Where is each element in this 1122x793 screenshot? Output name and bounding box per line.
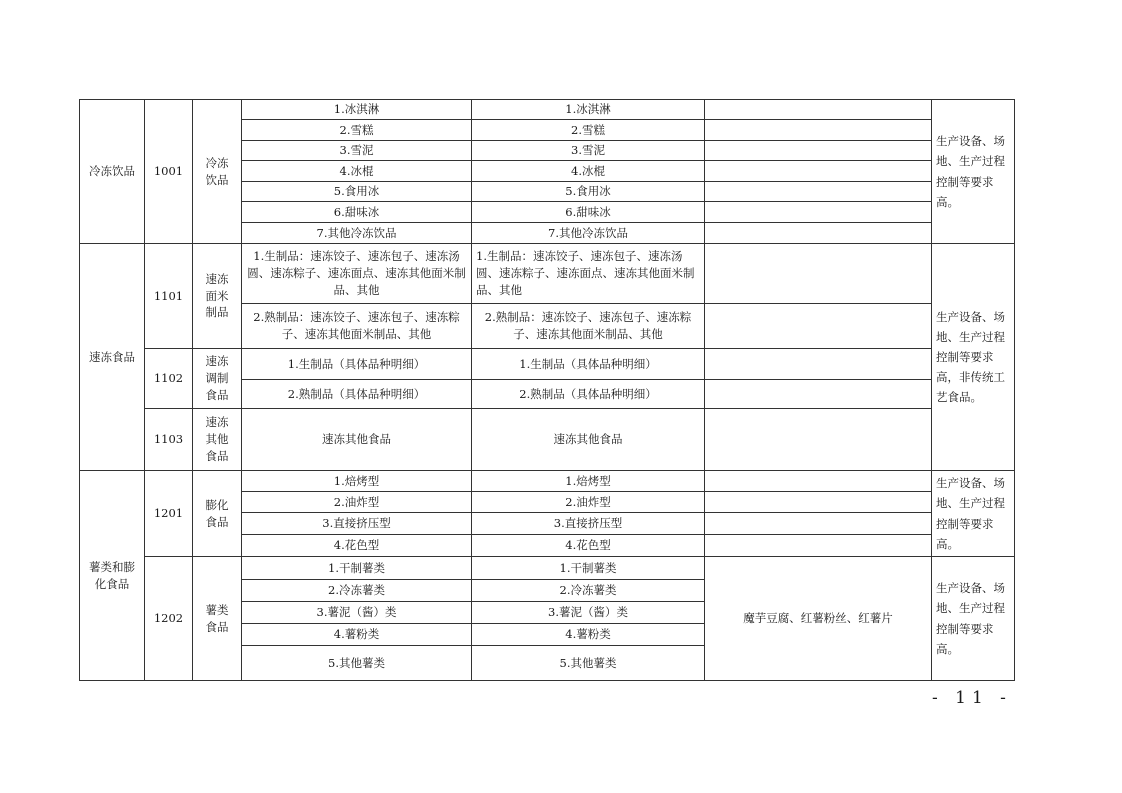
code-cell: 1102 [145,349,193,409]
item-detail-cell: 4.花色型 [472,535,705,557]
remark-cell [705,223,932,244]
item-detail-cell: 4.冰棍 [472,161,705,182]
remark-cell [705,244,932,304]
food-category-table [79,99,1015,681]
code-cell: 1201 [145,471,193,557]
item-detail-cell: 3.雪泥 [472,141,705,161]
item-cell: 3.薯泥（酱）类 [242,602,472,624]
subcategory-cell: 速冻 其他 食品 [193,409,242,471]
remark-cell [705,100,932,120]
item-detail-cell: 1.干制薯类 [472,557,705,580]
item-cell: 1.焙烤型 [242,471,472,492]
item-detail-cell: 1.冰淇淋 [472,100,705,120]
item-detail-cell: 2.油炸型 [472,492,705,513]
table-row [80,557,1015,580]
table-row [80,409,1015,471]
subcategory-cell: 冷冻 饮品 [193,100,242,244]
remark-cell [705,513,932,535]
item-cell: 2.熟制品：速冻饺子、速冻包子、速冻粽子、速冻其他面米制品、其他 [242,304,472,349]
item-cell: 1.生制品：速冻饺子、速冻包子、速冻汤圆、速冻粽子、速冻面点、速冻其他面米制品、其他 [242,244,472,304]
item-detail-cell: 7.其他冷冻饮品 [472,223,705,244]
subcategory-cell: 速冻 调制 食品 [193,349,242,409]
subcategory-cell: 膨化 食品 [193,471,242,557]
table-row [80,244,1015,304]
item-detail-cell: 2.冷冻薯类 [472,580,705,602]
item-cell: 1.冰淇淋 [242,100,472,120]
item-detail-cell: 2.熟制品：速冻饺子、速冻包子、速冻粽子、速冻其他面米制品、其他 [472,304,705,349]
note-cell: 生产设备、场地、生产过程控制等要求高，非传统工艺食品。 [932,244,1015,471]
item-detail-cell: 4.薯粉类 [472,624,705,646]
item-detail-cell: 6.甜味冰 [472,202,705,223]
note-cell: 生产设备、场地、生产过程控制等要求高。 [932,471,1015,557]
remark-cell [705,349,932,380]
remark-cell [705,120,932,141]
item-cell: 3.雪泥 [242,141,472,161]
page-number: - 11 - [932,688,1012,708]
category-cell: 冷冻饮品 [80,100,145,244]
item-detail-cell: 1.生制品：速冻饺子、速冻包子、速冻汤圆、速冻粽子、速冻面点、速冻其他面米制品、其他 [472,244,705,304]
subcategory-cell: 速冻 面米 制品 [193,244,242,349]
item-cell: 2.雪糕 [242,120,472,141]
remark-cell [705,161,932,182]
item-cell: 5.其他薯类 [242,646,472,681]
item-cell: 7.其他冷冻饮品 [242,223,472,244]
remark-cell [705,409,932,471]
item-cell: 4.花色型 [242,535,472,557]
table-row [80,471,1015,492]
item-detail-cell: 3.薯泥（酱）类 [472,602,705,624]
item-detail-cell: 5.食用冰 [472,182,705,202]
item-detail-cell: 2.雪糕 [472,120,705,141]
remark-cell [705,182,932,202]
code-cell: 1103 [145,409,193,471]
item-detail-cell: 3.直接挤压型 [472,513,705,535]
item-detail-cell: 速冻其他食品 [472,409,705,471]
item-detail-cell: 5.其他薯类 [472,646,705,681]
note-cell: 生产设备、场地、生产过程控制等要求高。 [932,100,1015,244]
item-detail-cell: 1.生制品（具体品种明细） [472,349,705,380]
item-detail-cell: 1.焙烤型 [472,471,705,492]
remark-cell [705,202,932,223]
code-cell: 1101 [145,244,193,349]
item-cell: 2.油炸型 [242,492,472,513]
table-row [80,349,1015,380]
subcategory-cell: 薯类 食品 [193,557,242,681]
remark-cell [705,380,932,409]
item-cell: 4.薯粉类 [242,624,472,646]
item-cell: 速冻其他食品 [242,409,472,471]
item-cell: 3.直接挤压型 [242,513,472,535]
remark-cell [705,535,932,557]
item-detail-cell: 2.熟制品（具体品种明细） [472,380,705,409]
category-cell: 速冻食品 [80,244,145,471]
remark-cell [705,471,932,492]
remark-cell [705,141,932,161]
item-cell: 5.食用冰 [242,182,472,202]
remark-cell [705,304,932,349]
category-cell: 薯类和膨化食品 [80,471,145,681]
item-cell: 4.冰棍 [242,161,472,182]
code-cell: 1001 [145,100,193,244]
remark-cell [705,492,932,513]
item-cell: 2.冷冻薯类 [242,580,472,602]
note-cell: 生产设备、场地、生产过程控制等要求高。 [932,557,1015,681]
item-cell: 1.生制品（具体品种明细） [242,349,472,380]
item-cell: 1.干制薯类 [242,557,472,580]
code-cell: 1202 [145,557,193,681]
table-row [80,100,1015,120]
item-cell: 6.甜味冰 [242,202,472,223]
item-cell: 2.熟制品（具体品种明细） [242,380,472,409]
remark-cell: 魔芋豆腐、红薯粉丝、红薯片 [705,557,932,681]
